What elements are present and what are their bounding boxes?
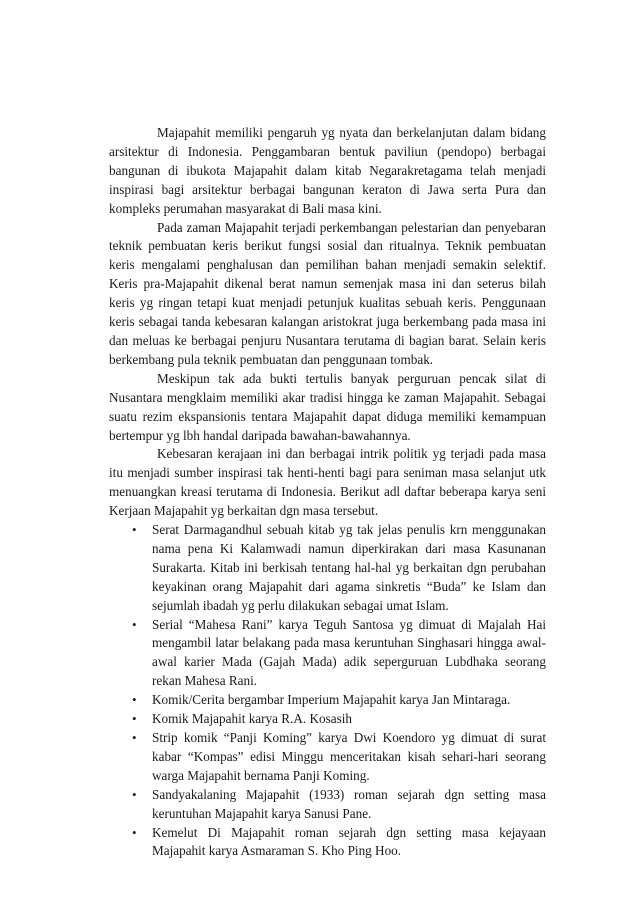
bullet-icon: •: [132, 692, 137, 708]
paragraph-pencak-silat: Meskipun tak ada bukti tertulis banyak perguruan pencak silat di Nusantara mengklaim memiliki akar tradisi hingga ke zaman Majapahit. Sebagai suatu rezim ekspansionis tentara Majapahit dapat diduga memiliki kemampuan bertempur yg lbh handal daripada bawahan-bawahannya.: [109, 370, 546, 443]
bullet-icon: •: [132, 730, 137, 745]
list-item: [132, 786, 546, 824]
artworks-list: [109, 521, 546, 861]
paragraph-artworks-intro: Kebesaran kerajaan ini dan berbagai intrik politik yg terjadi pada masa itu menjadi sumber inspirasi tak henti-henti bagi para seniman masa selanjut utk menuangkan kreasi terutama di Indonesia. Berikut adl daftar beberapa karya seni Kerjaan Majapahit yg berkaitan dgn masa tersebut.: [109, 446, 546, 519]
bullet-icon: •: [132, 786, 137, 802]
paragraph-architecture: Majapahit memiliki pengaruh yg nyata dan berkelanjutan dalam bidang arsitektur di Indonesia. Penggambaran bentuk paviliun (pendopo) berbagai bangunan di ibukota Majapahit dalam kitab Negarakretagama telah menjadi inspirasi bagi arsitektur berbagai bangunan keraton di Jawa serta Pura dan kompleks perumahan masyarakat di Bali masa kini.: [109, 125, 546, 216]
list-item-text: Komik/Cerita bergambar Imperium Majapahit karya Jan Mintaraga.: [152, 692, 511, 708]
bullet-icon: •: [132, 522, 137, 538]
list-item: [132, 729, 546, 786]
list-item-text: Serat Darmagandhul sebuah kitab yg tak jelas penulis krn menggunakan nama pena Ki Kalamwadi namun diperkirakan dari masa Kasunanan Surakarta. Kitab ini berkisah tentang hal-hal yg berkaitan dgn perubahan keyakinan orang Majapahit dari agama sinkretis “Buda” ke Islam dan sejumlah ibadah yg perlu dilakukan sebagai umat Islam.: [152, 522, 546, 613]
paragraph-keris: Pada zaman Majapahit terjadi perkembangan pelestarian dan penyebaran teknik pembuatan keris berikut fungsi sosial dan ritualnya. Teknik pembuatan keris mengalami penghalusan dan pemilihan bahan menjadi semakin selektif. Keris pra-Majapahit dikenal berat namun semenjak masa ini dan seterus bilah keris yg ringan tetapi kuat menjadi petunjuk kualitas sebuah keris. Penggunaan keris sebagai tanda kebesaran kalangan aristokrat juga berkembang pada masa ini dan meluas ke berbagai penjuru Nusantara terutama di bagian barat. Selain keris berkembang pula teknik pembuatan dan penggunaan tombak.: [109, 219, 546, 367]
list-item: [132, 824, 546, 862]
list-item: [132, 521, 546, 616]
list-item: [132, 691, 546, 710]
list-item-text: Sandyakalaning Majapahit (1933) roman sejarah dgn setting masa keruntuhan Majapahit karya Sanusi Pane.: [152, 786, 546, 821]
bullet-icon: •: [132, 616, 137, 632]
list-item-text: Serial “Mahesa Rani” karya Teguh Santosa yg dimuat di Majalah Hai mengambil latar belakang pada masa keruntuhan Singhasari hingga awal-awal karier Mada (Gajah Mada) adik seperguruan Lubdhaka seorang rekan Mahesa Rani.: [152, 616, 546, 689]
list-item-text: Komik Majapahit karya R.A. Kosasih: [152, 711, 352, 727]
bullet-icon: •: [132, 824, 137, 840]
list-item-text: Strip komik “Panji Koming” karya Dwi Koendoro yg dimuat di surat kabar “Kompas” edisi Minggu menceritakan kisah sehari-hari seorang warga Majapahit bernama Panji Koming.: [152, 730, 546, 783]
list-item-text: Kemelut Di Majapahit roman sejarah dgn setting masa kejayaan Majapahit karya Asmaraman S. Kho Ping Hoo.: [152, 824, 546, 859]
list-item: [132, 616, 546, 692]
document-body: [109, 124, 546, 861]
list-item: [132, 710, 546, 729]
bullet-icon: •: [132, 711, 137, 727]
